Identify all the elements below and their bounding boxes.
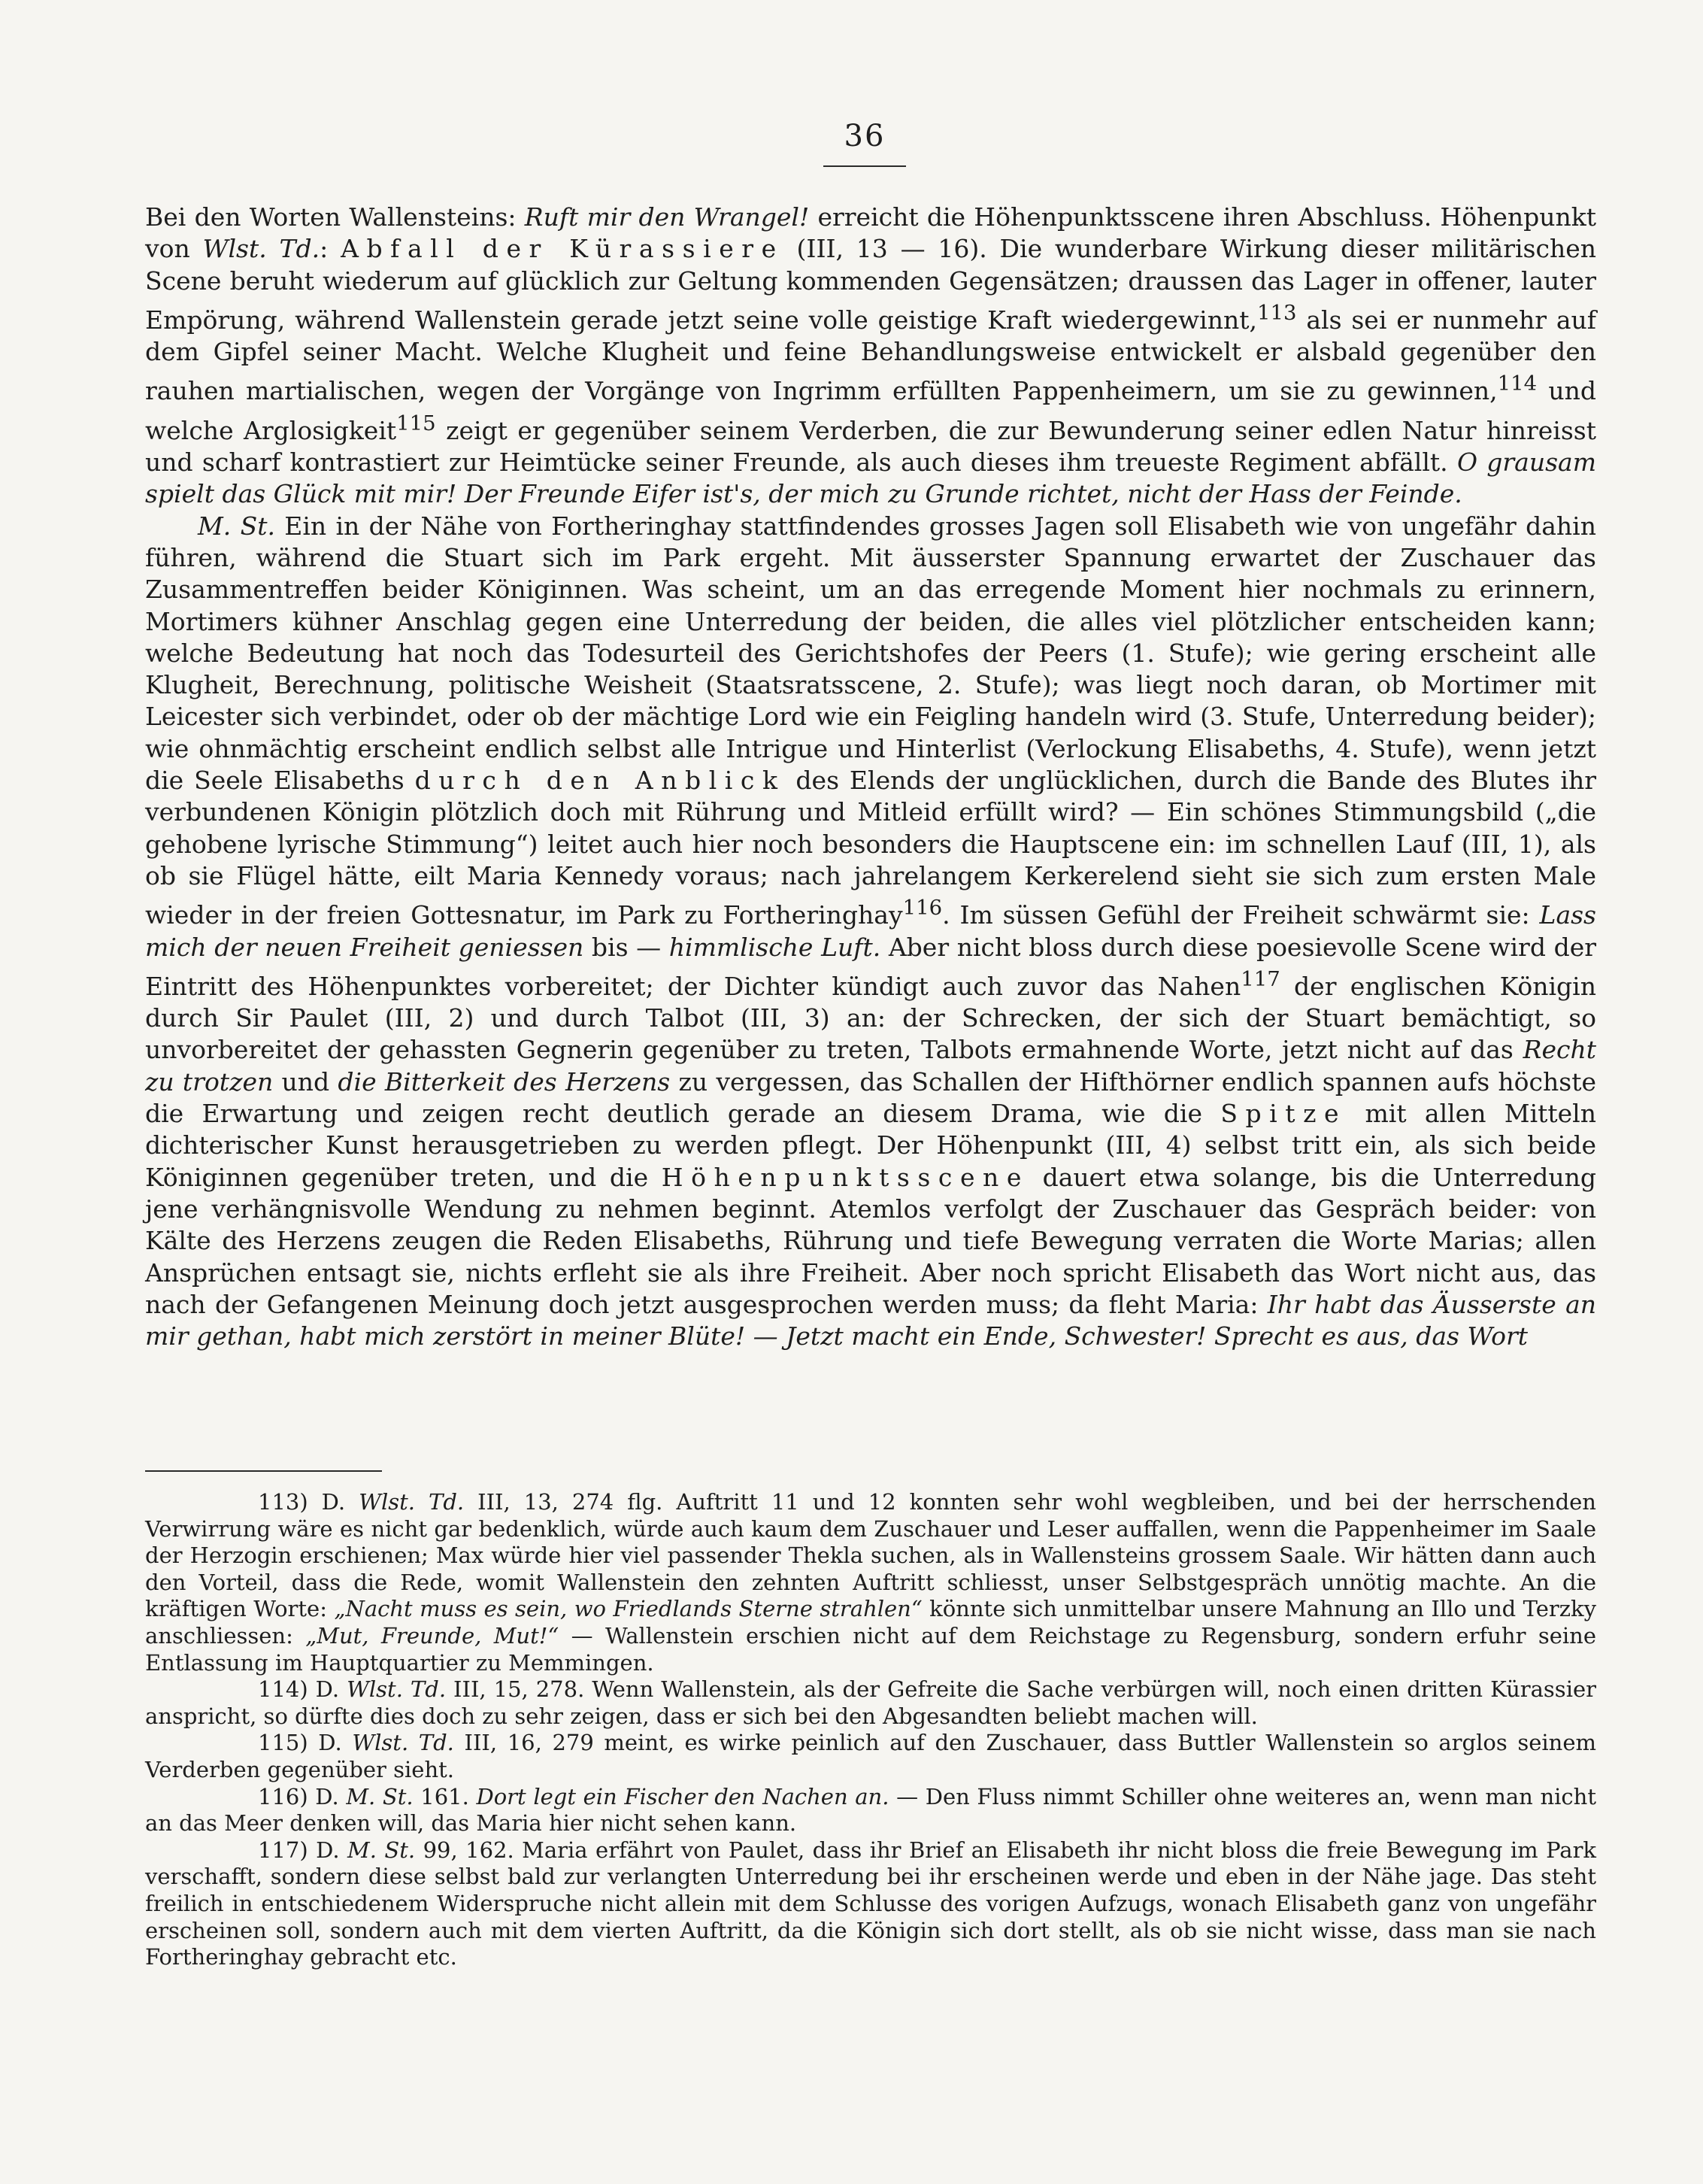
text-run: (III, 13 — 16). Die wunderbare Wirkung dieser militärischen Scene beruht wiederum auf glücklich zur Geltung kommenden Gegensätzen; draussen das Lager in offener, lauter Empörung, während Wallenstein gerade jetzt seine volle geistige Kraft wiedergewinnt, [145,234,1597,335]
text-run: Ein in der Nähe von Fortheringhay stattfindendes grosses Jagen soll Elisabeth wie von ungefähr dahin führen, während die Stuart sich im Park ergeht. Mit äusserster Spannung erwartet der Zuschauer das Zusammentreffen beider Königinnen. Was scheint, um an das erregende Moment hier nochmals zu erinnern, Mortimers kühner Anschlag gegen eine Unterredung der beiden, die alles viel plötzlicher entscheiden kann; welche Bedeutung hat noch das Todesurteil des Gerichtshofes der Peers (1. Stufe); wie gering erscheint alle Klugheit, Berechnung, politische Weisheit (Staatsratsscene, 2. Stufe); was liegt noch daran, ob Mortimer mit Leicester sich verbindet, oder ob der mächtige Lord wie ein Feigling handeln wird (3. Stufe, Unterredung beider); wie ohnmächtig erscheint endlich selbst alle Intrigue und Hinterlist (Verlockung Elisabeths, 4. Stufe), wenn jetzt die Seele Elisabeths [145,511,1596,796]
text-run: 117) D. [258,1837,348,1863]
text-run: der englischen Königin durch Sir Paulet (III, 2) und durch Talbot (III, 3) an: der Schrecken, der sich der Stuart bemächtigt, so unvorbereitet der gehassten Gegnerin gegenüber zu treten, Talbots ermahnende Worte, jetzt nicht auf das [145,971,1596,1065]
footnote-113 [145,1489,1596,1676]
abbrev-run: M. St. [346,1783,414,1809]
footnote-ref-117: 117 [1241,966,1280,991]
text-run: als sei er nunmehr auf dem Gipfel seiner Macht. Welche Klugheit und feine Behandlungsweise entwickelt er alsbald gegenüber den rauhen martialischen, wegen der Vorgänge von Ingrimm erfüllten Pappenheimern, um sie zu gewinnen, [145,305,1597,406]
paragraph-wallenstein [145,202,1596,511]
footnote-ref-113: 113 [1257,300,1297,325]
text-run: könnte sich unmittelbar unsere Mahnung an Illo und Terzky anschliessen: [145,1596,1596,1649]
text-run: 99, 162. Maria erfährt von Paulet, dass ihr Brief an Elisabeth ihr nicht bloss die freie Bewegung im Park verschafft, sondern diese selbst bald zur verlangten Unterredung bei ihr erscheinen werde und eben in der Nähe jage. Das steht freilich in entschiedenem Widerspruche nicht allein mit dem Schlusse des vorigen Aufzugs, wonach Elisabeth ganz von ungefähr erscheinen soll, sondern auch mit dem vierten Auftritt, da die Königin sich dort stellt, als ob sie nicht wisse, dass man sie nach Fortheringhay gebracht etc. [145,1837,1597,1970]
quote-run: „Nacht muss es sein, wo Friedlands Sterne strahlen“ [334,1596,923,1622]
page-number: 36 [844,119,886,153]
text-run: III, 13, 274 flg. Auftritt 11 und 12 konnten sehr wohl wegbleiben, und bei der herrschenden Verwirrung wäre es nicht gar bedenklich, würde auch kaum dem Zuschauer und Leser auffallen, wenn die Pappenheimer im Saale der Herzogin erschienen; Max würde hier viel passender Thekla suchen, als in Wallensteins grossem Saale. Wir hätten dann auch den Vorteil, dass die Rede, womit Wallenstein den zehnten Auftritt schliesst, unser Selbstgespräch unnötig machte. An die kräftigen Worte: [145,1489,1596,1622]
text-run: erreicht die Höhenpunktsscene ihren Abschluss. Höhenpunkt von [145,202,1596,264]
quote-run: Dort legt ein Fischer den Nachen an. [476,1783,889,1809]
footnote-rule [145,1470,382,1472]
abbrev-run: Wlst. Td. [359,1489,465,1515]
abbrev-run: Wlst. Td. [352,1730,454,1756]
footnote-ref-115: 115 [396,411,436,435]
text-run: : [320,234,341,264]
text-run: und welche Arglosigkeit [145,376,1597,445]
footnotes [145,1489,1596,1971]
quote-run: Ruft mir den Wrangel! [524,202,810,232]
spaced-run: Spitze [1220,1099,1347,1129]
main-text [145,202,1596,1352]
paragraph-maria-stuart [145,511,1596,1353]
text-run: und [273,1066,338,1097]
text-run: Bei den Worten Wallensteins: [145,202,525,232]
text-run: 114) D. [258,1676,347,1703]
footnote-115 [145,1730,1596,1783]
text-run: . Im süssen Gefühl der Freiheit schwärmt sie: [942,900,1540,930]
quote-run: Recht zu trotzen [145,1035,1596,1097]
quote-run: Ihr habt das Äusserste an mir gethan, habt mich zerstört in meiner Blüte! — Jetzt macht ein Ende, Schwester! Sprecht es aus, das Wort [145,1289,1596,1351]
text-run: III, 16, 279 meint, es wirke peinlich auf den Zuschauer, dass Buttler Wallenstein so arglos seinem Verderben gegenüber sieht. [145,1730,1596,1782]
text-run: — Wallenstein erschien nicht auf dem Reichstage zu Regensburg, sondern erfuhr seine Entlassung im Hauptquartier zu Memmingen. [145,1622,1596,1676]
text-run: 161. [413,1783,477,1809]
text-run: des Elends der unglücklichen, durch die Bande des Blutes ihr verbundenen Königin plötzlich doch mit Rührung und Mitleid erfüllt wird? — Ein schönes Stimmungsbild („die gehobene lyrische Stimmung“) leitet auch hier noch besonders die Hauptscene ein: im schnellen Lauf (III, 1), als ob sie Flügel hätte, eilt Maria Kennedy voraus; nach jahrelangem Kerkerelend sieht sie sich zum ersten Male wieder in der freien Gottesnatur, im Park zu Fortheringhay [145,766,1597,930]
footnote-117 [145,1837,1596,1971]
spaced-run: durch den Anblick [414,766,786,796]
spaced-run: Abfall der Kürassiere [341,234,784,264]
abbrev-run: M. St. [347,1837,416,1863]
page-number-rule [823,165,906,167]
footnote-114 [145,1676,1596,1730]
text-run: zu vergessen, das Schallen der Hifthörner endlich spannen aufs höchste die Erwartung und zeigen recht deutlich gerade an diesem Drama, wie die [145,1066,1596,1129]
abbrev-run: M. St. [198,511,275,541]
quote-run: die Bitterkeit des Herzens [338,1066,671,1097]
quote-run: „Mut, Freunde, Mut!“ [305,1622,559,1649]
text-run: zeigt er gegenüber seinem Verderben, die zur Bewunderung seiner edlen Natur hinreisst und scharf kontrastiert zur Heimtücke seiner Freunde, als auch dieses ihm treueste Regiment abfällt. [145,415,1596,478]
spaced-run: Höhenpunktsscene [661,1162,1029,1192]
text-run: Aber nicht bloss durch diese poesievolle Scene wird der Eintritt des Höhenpunktes vorbereitet; der Dichter kündigt auch zuvor das Nahen [145,932,1597,1001]
text-run: 116) D. [258,1783,347,1809]
text-run: III, 15, 278. Wenn Wallenstein, als der Gefreite die Sache verbürgen will, noch einen dritten Kürassier anspricht, so dürfte dies doch zu sehr zeigen, dass er sich bei den Abgesandten beliebt machen will. [145,1676,1596,1729]
quote-run: himmlische Luft. [668,932,881,962]
text-run: bis — [583,932,669,962]
text-run: dauert etwa solange, bis die Unterredung jene verhängnisvolle Wendung zu nehmen beginnt. Atemlos verfolgt der Zuschauer das Gespräch beider: von Kälte des Herzens zeugen die Reden Elisabeths, Rührung und tiefe Bewegung verraten die Worte Marias; allen Ansprüchen entsagt sie, nichts erfleht sie als ihre Freiheit. Aber noch spricht Elisabeth das Wort nicht aus, das nach der Gefangenen Meinung doch jetzt ausgesprochen werden muss; da fleht Maria: [145,1162,1596,1319]
quote-run: O grausam spielt das Glück mit mir! Der Freunde Eifer ist's, der mich zu Grunde richtet, nicht der Hass der Feinde. [145,447,1596,509]
footnote-116 [145,1784,1596,1837]
text-run: — Den Fluss nimmt Schiller ohne weiteres an, wenn man nicht an das Meer denken will, das Maria hier nicht sehen kann. [145,1783,1596,1837]
text-run: 115) D. [258,1730,353,1756]
quote-run: Lass mich der neuen Freiheit geniessen [145,900,1596,962]
footnote-ref-114: 114 [1497,372,1538,396]
abbrev-run: Wlst. Td. [347,1676,447,1703]
text-run: 113) D. [258,1489,359,1515]
abbrev-run: Wlst. Td. [202,234,320,264]
text-run: mit allen Mitteln dichterischer Kunst herausgetrieben zu werden pflegt. Der Höhenpunkt (III, 4) selbst tritt ein, als sich beide Königinnen gegenüber treten, und die [145,1099,1596,1192]
footnote-ref-116: 116 [902,896,943,921]
